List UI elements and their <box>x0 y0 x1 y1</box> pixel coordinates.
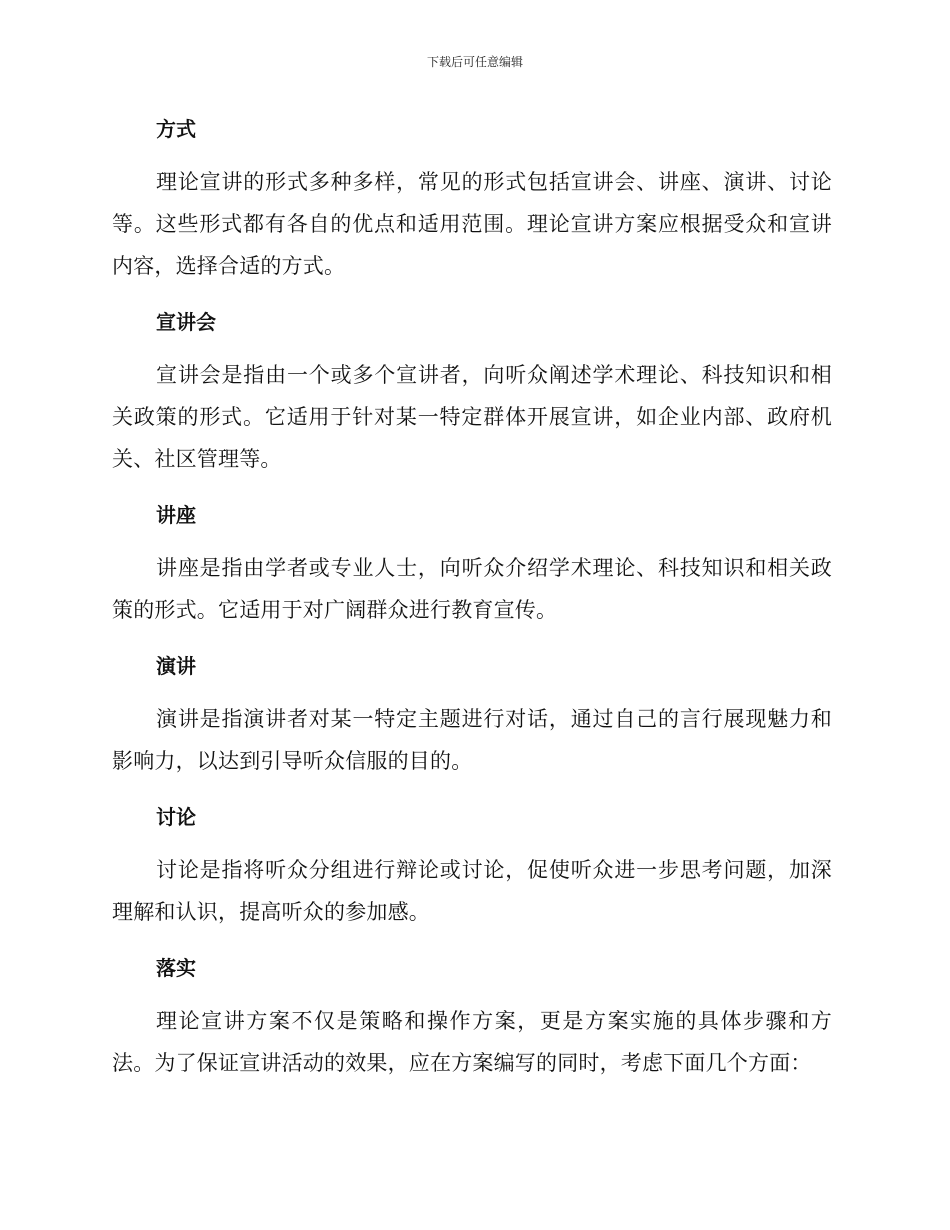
section-paragraph: 讨论是指将听众分组进行辩论或讨论，促使听众进一步思考问题，加深理解和认识，提高听众的参加感。 <box>112 858 832 924</box>
section-method <box>112 108 832 287</box>
section-speech <box>112 645 832 782</box>
section-paragraph: 理论宣讲方案不仅是策略和操作方案，更是方案实施的具体步骤和方法。为了保证宣讲活动的效果，应在方案编写的同时，考虑下面几个方面： <box>112 1009 832 1075</box>
section-heading: 方式 <box>156 117 196 141</box>
section-paragraph: 讲座是指由学者或专业人士，向听众介绍学术理论、科技知识和相关政策的形式。它适用于对广阔群众进行教育宣传。 <box>112 556 832 622</box>
section-implementation <box>112 947 832 1084</box>
document-body <box>112 108 832 1098</box>
section-heading: 讲座 <box>156 503 196 527</box>
section-discussion <box>112 796 832 933</box>
page-header: 下载后可任意编辑 <box>426 55 523 69</box>
section-paragraph: 宣讲会是指由一个或多个宣讲者，向听众阐述学术理论、科技知识和相关政策的形式。它适用于针对某一特定群体开展宣讲，如企业内部、政府机关、社区管理等。 <box>112 363 832 471</box>
section-heading: 宣讲会 <box>156 310 216 334</box>
section-heading: 落实 <box>156 956 196 980</box>
section-paragraph: 演讲是指演讲者对某一特定主题进行对话，通过自己的言行展现魅力和影响力，以达到引导听众信服的目的。 <box>112 707 832 773</box>
section-briefing-session <box>112 301 832 480</box>
section-heading: 讨论 <box>156 805 196 829</box>
section-heading: 演讲 <box>156 654 196 678</box>
section-paragraph: 理论宣讲的形式多种多样，常见的形式包括宣讲会、讲座、演讲、讨论等。这些形式都有各自的优点和适用范围。理论宣讲方案应根据受众和宣讲内容，选择合适的方式。 <box>112 170 832 278</box>
section-lecture <box>112 494 832 631</box>
